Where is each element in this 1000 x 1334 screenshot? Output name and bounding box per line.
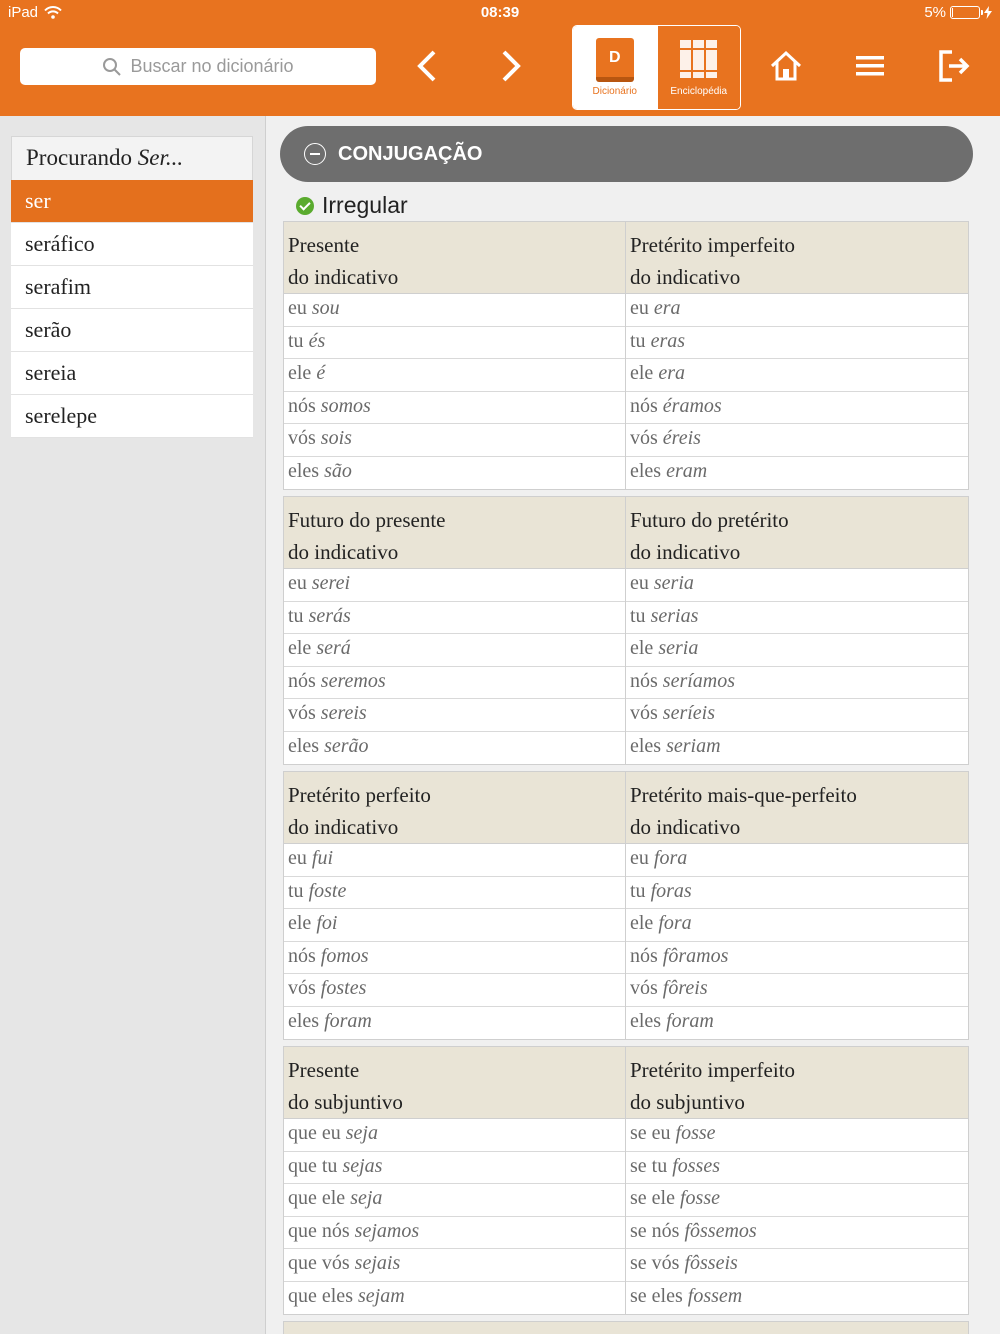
pronoun: eu (288, 847, 312, 869)
tense-header (626, 772, 968, 844)
verb-form: fomos (320, 944, 369, 967)
verb-form: fossem (687, 1284, 743, 1307)
conjugation-row (626, 359, 968, 392)
tense-column (626, 772, 968, 1039)
tense-column (284, 222, 626, 489)
battery-fill (952, 8, 953, 17)
pronoun: vós (630, 702, 663, 724)
dictionary-icon: D (596, 38, 634, 82)
pronoun: se ele (630, 1187, 680, 1209)
conjugation-row (284, 294, 625, 327)
conjugation-row (284, 844, 625, 877)
home-icon (769, 50, 803, 82)
pronoun: tu (630, 329, 651, 352)
conjugation-block (283, 1046, 969, 1315)
battery-icon (950, 6, 980, 19)
verb-form: sejais (354, 1252, 401, 1274)
pronoun: vós (630, 427, 663, 449)
conjugation-row (284, 877, 625, 910)
conjugation-block (283, 496, 969, 765)
tense-header (284, 1047, 625, 1119)
collapse-icon (304, 143, 326, 165)
sidebar-item-2[interactable]: serafim (11, 266, 253, 309)
pronoun: que nós (288, 1219, 355, 1242)
pronoun: tu (288, 604, 309, 627)
sidebar-item-1[interactable]: seráfico (11, 223, 253, 266)
verb-form: fora (658, 912, 692, 934)
verb-form: sejas (342, 1154, 383, 1177)
encyclopedia-icon (678, 38, 720, 82)
conjugation-row (626, 1007, 968, 1040)
conjugation-row (284, 667, 625, 700)
pronoun: que vós (288, 1252, 355, 1274)
pronoun: eu (630, 572, 654, 594)
verb-form: seja (350, 1187, 383, 1209)
pronoun: ele (630, 912, 659, 934)
tense-name: Pretérito perfeito (288, 783, 431, 807)
conjugation-row (284, 732, 625, 765)
pronoun: que eu (288, 1122, 346, 1144)
tense-mood: do indicativo (288, 815, 399, 839)
pronoun: vós (288, 977, 321, 999)
pronoun: eles (630, 459, 667, 482)
conjugation-row (284, 359, 625, 392)
verb-form: fostes (320, 977, 367, 999)
conjugation-row (284, 327, 625, 360)
pronoun: se eu (630, 1122, 676, 1144)
pronoun: eles (288, 459, 325, 482)
verb-form: sois (320, 427, 352, 449)
conjugation-row (626, 294, 968, 327)
tab-dicionario[interactable] (573, 26, 657, 109)
tense-header (284, 772, 625, 844)
charging-icon (984, 6, 992, 19)
sidebar-heading: Procurando Ser... (11, 136, 253, 180)
verb-form: somos (320, 394, 371, 417)
conjugation-row (626, 909, 968, 942)
verb-form: será (316, 637, 351, 659)
conjugation-block-partial (283, 1321, 969, 1334)
verb-form: são (324, 459, 352, 482)
results-list (11, 136, 253, 438)
verb-form: éreis (662, 427, 701, 449)
conjugation-row (626, 1152, 968, 1185)
conjugation-row (284, 457, 625, 490)
conjugation-row (284, 392, 625, 425)
verb-form: serão (324, 734, 369, 757)
tense-mood: do subjuntivo (288, 1090, 403, 1114)
conjugation-row (284, 942, 625, 975)
pronoun: ele (288, 912, 317, 934)
verb-form: sereis (320, 702, 367, 724)
conjugation-row (284, 1249, 625, 1282)
clock: 08:39 (480, 4, 520, 21)
tense-name: Futuro do presente (288, 508, 446, 532)
verb-form: fôsseis (684, 1252, 738, 1274)
pronoun: eles (630, 1009, 667, 1032)
verb-form: fôramos (662, 944, 729, 967)
conjugation-row (284, 1152, 625, 1185)
conjugation-row (626, 634, 968, 667)
tense-header (284, 497, 625, 569)
conjugation-row (284, 699, 625, 732)
tense-name: Pretérito imperfeito (630, 1058, 796, 1082)
home-button[interactable] (764, 44, 808, 88)
back-button[interactable] (405, 44, 449, 88)
verb-form: foras (650, 879, 692, 902)
conjugation-row (626, 877, 968, 910)
pronoun: tu (288, 329, 309, 352)
pronoun: nós (630, 669, 663, 692)
pronoun: que ele (288, 1187, 351, 1209)
sidebar-item-3[interactable]: serão (11, 309, 253, 352)
verb-form: fosse (679, 1187, 720, 1209)
conjugation-row (626, 569, 968, 602)
search-icon (102, 57, 122, 77)
menu-icon (855, 54, 885, 78)
status-bar (0, 0, 1000, 26)
conjugation-row (626, 942, 968, 975)
verb-form: seriam (666, 734, 721, 757)
mode-switch (572, 25, 741, 110)
tense-column (284, 497, 626, 764)
conjugation-row (626, 424, 968, 457)
verb-form: fora (653, 847, 688, 869)
battery-percent: 5% (924, 4, 946, 21)
conjugation-row (626, 732, 968, 765)
verb-type-label: Irregular (322, 192, 408, 218)
verb-form: fôssemos (684, 1219, 757, 1242)
conjugation-row (284, 909, 625, 942)
pronoun: se eles (630, 1284, 688, 1307)
pronoun: vós (630, 977, 663, 999)
conjugation-row (284, 1217, 625, 1250)
logout-icon (936, 49, 972, 83)
tense-mood: do indicativo (630, 540, 741, 564)
forward-button[interactable] (489, 44, 533, 88)
pronoun: ele (630, 637, 659, 659)
verb-form: sou (311, 297, 340, 319)
tense-header (626, 497, 968, 569)
verb-form: serias (650, 604, 699, 627)
verb-type (296, 192, 408, 219)
pronoun: tu (288, 879, 309, 902)
pronoun: eu (630, 297, 654, 319)
sidebar-item-4[interactable]: sereia (11, 352, 253, 395)
pronoun: eles (288, 1009, 325, 1032)
pronoun: nós (630, 944, 663, 967)
conjugation-row (626, 1184, 968, 1217)
chevron-right-icon (498, 49, 524, 83)
verb-form: seríeis (662, 702, 716, 724)
verb-form: éramos (662, 394, 722, 417)
verb-form: seríamos (662, 669, 736, 692)
pronoun: eles (288, 734, 325, 757)
tense-column (284, 772, 626, 1039)
verb-form: foram (666, 1009, 714, 1032)
conjugation-section-toggle[interactable] (280, 126, 973, 182)
tense-column (284, 1047, 626, 1314)
verb-form: fôreis (662, 977, 708, 999)
search-input[interactable] (20, 48, 376, 85)
conjugation-row (284, 602, 625, 635)
verb-form: sejamos (354, 1219, 420, 1242)
verb-form: era (653, 297, 681, 319)
logout-button[interactable] (932, 44, 976, 88)
pronoun: tu (630, 604, 651, 627)
tense-name: Pretérito mais-que-perfeito (630, 783, 857, 807)
verb-form: é (316, 362, 326, 384)
device-name: iPad (8, 4, 39, 21)
pronoun: se vós (630, 1252, 685, 1274)
pronoun: nós (288, 394, 321, 417)
sidebar (0, 116, 266, 1334)
tab-dicionario-label: Dicionário (592, 86, 637, 97)
conjugation-row (284, 424, 625, 457)
tense-mood: do indicativo (288, 540, 399, 564)
tense-header (626, 222, 968, 294)
tense-header (626, 1047, 968, 1119)
verb-form: foram (324, 1009, 372, 1032)
verb-form: fui (311, 847, 334, 869)
conjugation-row (626, 327, 968, 360)
search-placeholder: Buscar no dicionário (130, 56, 294, 76)
sidebar-item-0[interactable]: ser (11, 180, 253, 223)
pronoun: eu (288, 297, 312, 319)
pronoun: eles (630, 734, 667, 757)
tab-enciclopedia-label: Enciclopédia (670, 86, 728, 97)
verb-form: eras (650, 329, 686, 352)
conjugation-row (284, 634, 625, 667)
conjugation-row (284, 1119, 625, 1152)
tense-column (626, 497, 968, 764)
conjugation-block (283, 771, 969, 1040)
conjugation-row (284, 1007, 625, 1040)
conjugation-row (626, 1249, 968, 1282)
verb-form: seja (345, 1122, 378, 1144)
chevron-left-icon (414, 49, 440, 83)
verb-form: serei (311, 572, 351, 594)
conjugation-row (626, 392, 968, 425)
pronoun: vós (288, 427, 321, 449)
tense-name: Pretérito imperfeito (630, 233, 796, 257)
pronoun: eu (288, 572, 312, 594)
pronoun: nós (630, 394, 663, 417)
conjugation-row (626, 1282, 968, 1315)
conjugation-row (626, 667, 968, 700)
verb-form: seremos (320, 669, 386, 692)
conjugation-row (284, 1282, 625, 1315)
tense-column (626, 222, 968, 489)
pronoun: nós (288, 669, 321, 692)
verb-form: eram (666, 459, 708, 482)
tense-mood: do subjuntivo (630, 1090, 745, 1114)
conjugation-row (284, 1184, 625, 1217)
sidebar-item-5[interactable]: serelepe (11, 395, 253, 438)
verb-form: seria (658, 637, 699, 659)
tense-header (284, 222, 625, 294)
verb-form: seria (653, 572, 694, 594)
tense-name: Presente (288, 1058, 360, 1082)
verb-form: era (658, 362, 685, 384)
conjugation-row (626, 699, 968, 732)
pronoun: ele (288, 637, 317, 659)
conjugation-row (284, 974, 625, 1007)
pronoun: tu (630, 879, 651, 902)
tense-mood: do indicativo (288, 265, 399, 289)
conjugation-row (626, 457, 968, 490)
tab-enciclopedia[interactable] (657, 26, 741, 109)
pronoun: se nós (630, 1219, 685, 1242)
conjugation-block (283, 221, 969, 490)
tense-mood: do indicativo (630, 265, 741, 289)
tense-mood: do indicativo (630, 815, 741, 839)
pronoun: se tu (630, 1154, 673, 1177)
verb-form: foi (316, 912, 338, 934)
pronoun: eu (630, 847, 654, 869)
pronoun: que eles (288, 1284, 358, 1307)
verb-form: fosse (675, 1122, 716, 1144)
section-title: CONJUGAÇÃO (338, 142, 483, 165)
pronoun: que tu (288, 1154, 343, 1177)
tense-name: Presente (288, 233, 360, 257)
conjugation-row (626, 974, 968, 1007)
menu-button[interactable] (848, 44, 892, 88)
conjugation-row (626, 602, 968, 635)
tense-name: Futuro do pretérito (630, 508, 789, 532)
check-icon (296, 197, 314, 215)
tense-column (626, 1047, 968, 1314)
conjugation-row (626, 1217, 968, 1250)
main-content (267, 116, 1000, 1334)
pronoun: vós (288, 702, 321, 724)
top-bar (0, 0, 1000, 116)
verb-form: sejam (357, 1284, 405, 1307)
verb-form: fosses (672, 1154, 721, 1177)
verb-form: és (308, 329, 326, 352)
conjugation-row (626, 844, 968, 877)
verb-form: serás (308, 604, 351, 627)
pronoun: ele (288, 362, 317, 384)
pronoun: nós (288, 944, 321, 967)
conjugation-row (626, 1119, 968, 1152)
conjugation-row (284, 569, 625, 602)
pronoun: ele (630, 362, 659, 384)
verb-form: foste (308, 879, 347, 902)
